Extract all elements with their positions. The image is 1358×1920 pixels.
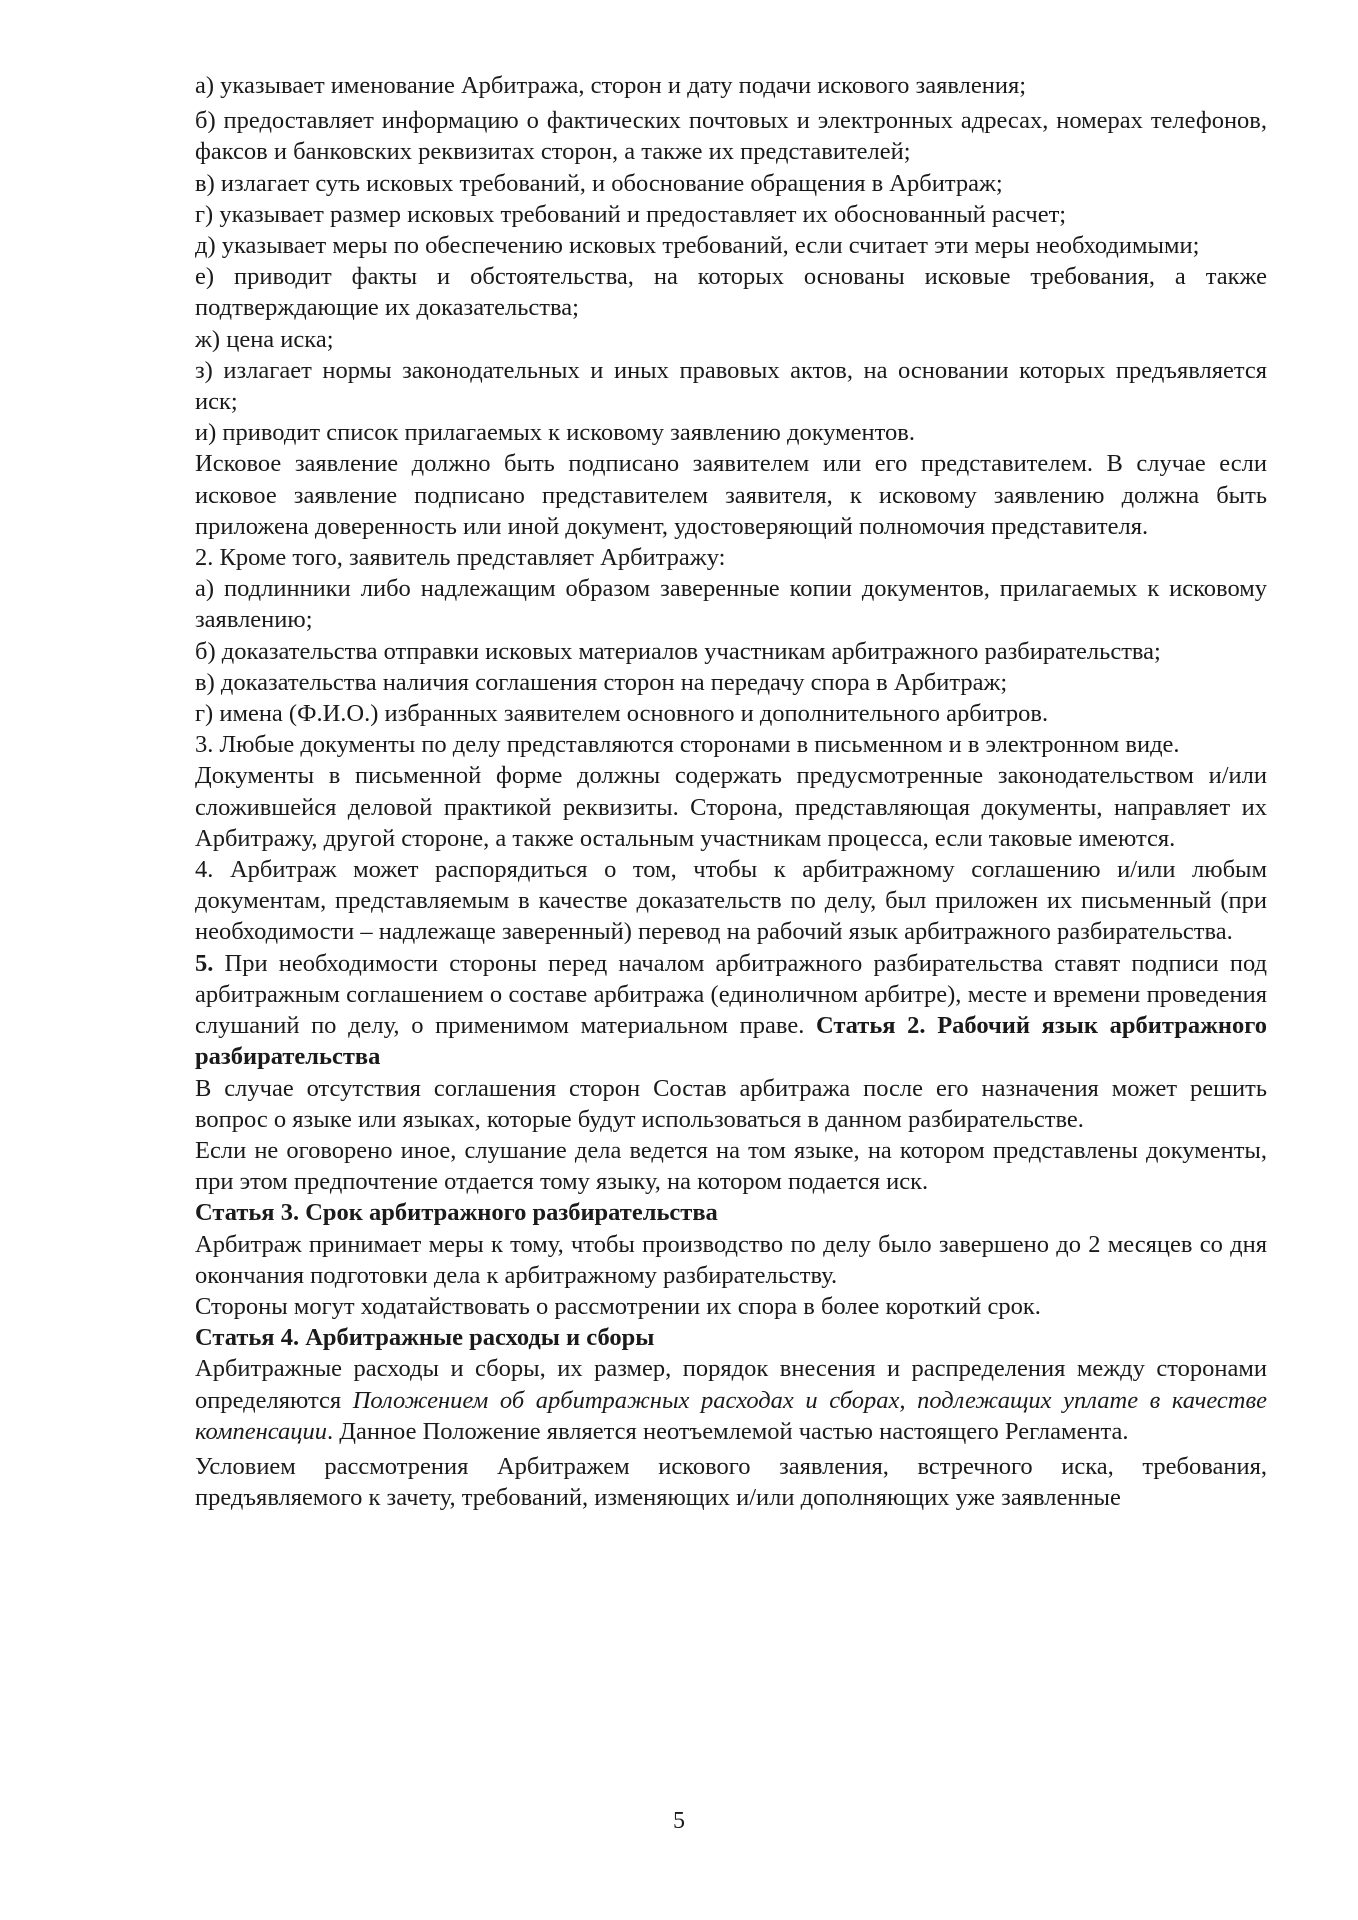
point-5 (195, 948, 1267, 1073)
documents-paragraph: Документы в письменной форме должны содержать предусмотренные законодательством и/или сложившейся деловой практикой реквизиты. Сторона, представляющая документы, направляет их Арбитражу, другой стороне, а также остальным участникам процесса, если таковые имеются. (195, 762, 1267, 852)
signature-paragraph: Исковое заявление должно быть подписано заявителем или его представителем. В случае если исковое заявление подписано представителем заявителя, к исковому заявлению должна быть приложена доверенность или иной документ, удостоверяющий полномочия представителя. (195, 450, 1267, 540)
article-4-text-end: . Данное Положение является неотъемлемой частью настоящего Регламента. (327, 1417, 1129, 1445)
page-number: 5 (673, 1808, 685, 1834)
article-4-para-2: Условием рассмотрения Арбитражем искового заявления, встречного иска, требования, предъявляемого к зачету, требований, изменяющих и/или дополняющих уже заявленные (195, 1452, 1267, 1512)
item-b-addresses: б) предоставляет информацию о фактических почтовых и электронных адресах, номерах телефонов, факсов и банковских реквизитах сторон, а также их представителей; (195, 107, 1267, 166)
item-a-name: а) указывает именование Арбитража, сторон и дату подачи искового заявления; (195, 72, 1027, 99)
point-4: 4. Арбитраж может распорядиться о том, чтобы к арбитражному соглашению и/или любым документам, представляемым в качестве доказательств по делу, был приложен их письменный (при необходимости – надлежаще заверенный) перевод на рабочий язык арбитражного разбирательства. (195, 856, 1267, 946)
point-2: 2. Кроме того, заявитель представляет Арбитражу: (195, 544, 726, 572)
article-2-para-2: Если не оговорено иное, слушание дела ведется на том языке, на котором представлены документы, при этом предпочтение отдается тому языку, на котором подается иск. (195, 1136, 1267, 1196)
item-d-measures: д) указывает меры по обеспечению исковых требований, если считает эти меры необходимыми; (195, 232, 1200, 260)
article-4-regulation-title: Положением об арбитражных расходах и сборах, подлежащих уплате в качестве компенсации (195, 1386, 1267, 1445)
item-e-facts: е) приводит факты и обстоятельства, на которых основаны исковые требования, а также подтверждающие их доказательства; (195, 263, 1267, 322)
item-z-norms: з) излагает нормы законодательных и иных правовых актов, на основании которых предъявляется иск; (195, 356, 1267, 416)
article-4-para-1 (195, 1353, 1267, 1447)
article-2-heading: Статья 2. Рабочий язык арбитражного разбирательства (195, 1012, 1267, 1071)
item-i-list: и) приводит список прилагаемых к исковому заявлению документов. (195, 419, 915, 447)
article-4-heading: Статья 4. Арбитражные расходы и сборы (195, 1324, 655, 1352)
point-5-text: При необходимости стороны перед началом арбитражного разбирательства ставят подписи под арбитражным соглашением о составе арбитража (единоличном арбитре), месте и времени проведения слушаний по делу, о применимом материальном праве. (195, 949, 1267, 1040)
point-2-item-v: в) доказательства наличия соглашения сторон на передачу спора в Арбитраж; (195, 668, 1008, 696)
point-2-item-a: а) подлинники либо надлежащим образом заверенные копии документов, прилагаемых к исковому заявлению; (195, 575, 1267, 634)
article-3-para-1: Арбитраж принимает меры к тому, чтобы производство по делу было завершено до 2 месяцев со дня окончания подготовки дела к арбитражному разбирательству. (195, 1230, 1267, 1289)
article-3-heading: Статья 3. Срок арбитражного разбирательства (195, 1199, 718, 1227)
item-g-amount: г) указывает размер исковых требований и предоставляет их обоснованный расчет; (195, 200, 1067, 228)
document-page (195, 70, 1267, 1513)
point-2-item-b: б) доказательства отправки исковых материалов участникам арбитражного разбирательства; (195, 637, 1161, 665)
point-5-number: 5. (195, 949, 214, 977)
item-zh-price: ж) цена иска; (195, 325, 334, 353)
point-3: 3. Любые документы по делу представляются сторонами в письменном и в электронном виде. (195, 731, 1180, 759)
item-v-claims: в) излагает суть исковых требований, и обоснование обращения в Арбитраж; (195, 169, 1003, 197)
article-2-para-1: В случае отсутствия соглашения сторон Состав арбитража после его назначения может решить вопрос о языке или языках, которые будут использоваться в данном разбирательстве. (195, 1074, 1267, 1133)
article-3-para-2: Стороны могут ходатайствовать о рассмотрении их спора в более короткий срок. (195, 1292, 1041, 1320)
article-4-text-start: Арбитражные расходы и сборы, их размер, порядок внесения и распределения между сторонами определяются (195, 1355, 1267, 1414)
point-2-item-g: г) имена (Ф.И.О.) избранных заявителем основного и дополнительного арбитров. (195, 700, 1049, 728)
